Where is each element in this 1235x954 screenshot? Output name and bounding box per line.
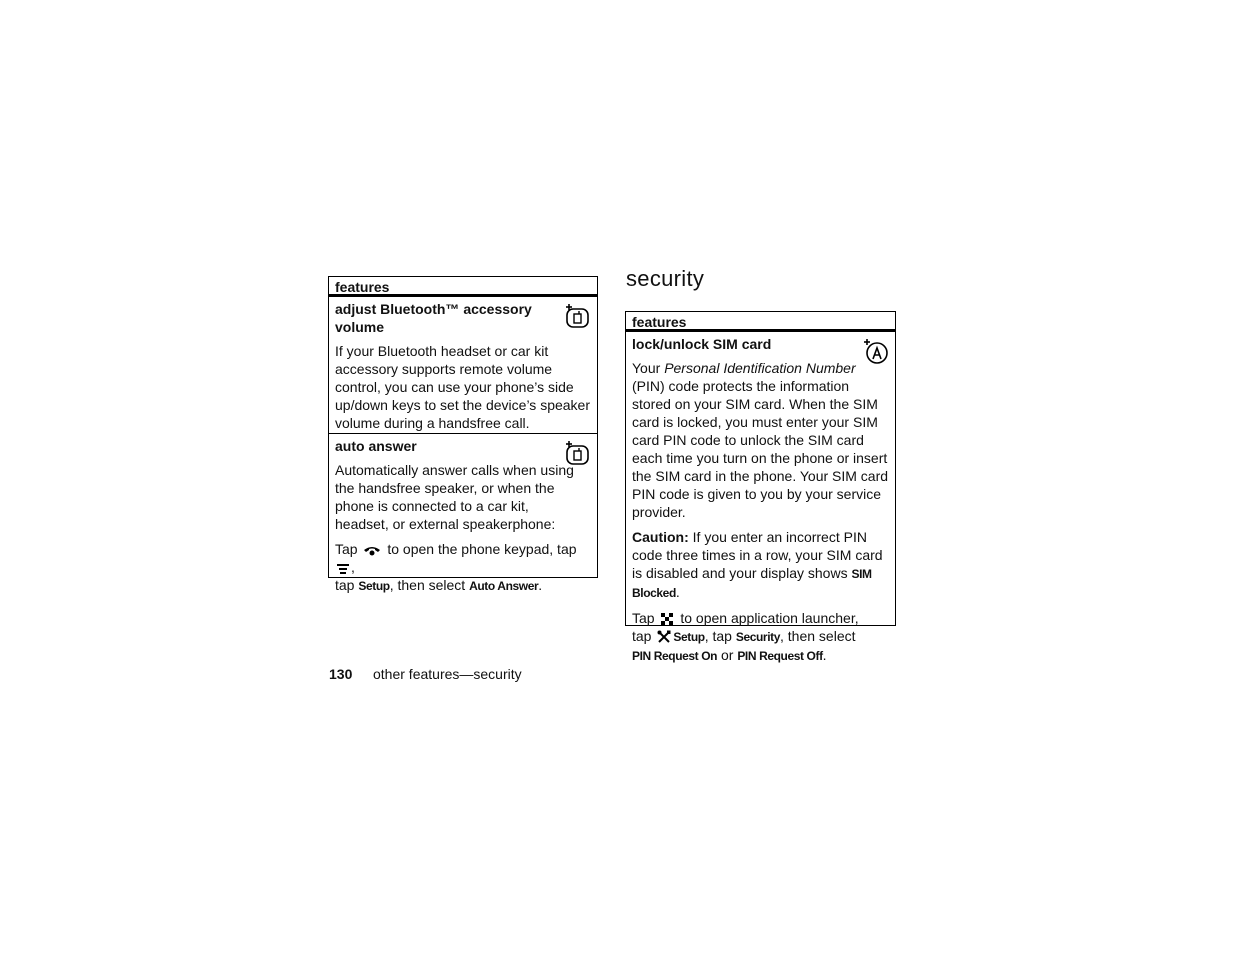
text: (PIN) code protects the information stored on your SIM card. When the SIM card is locked, you must enter your SIM card PIN code to unlock the SIM card each time you turn on the phone or insert the SIM card in the phone. Your SIM card PIN code is given to you by your service provider.: [632, 378, 889, 520]
running-footer: other features—security: [373, 666, 522, 682]
feature-description: [632, 359, 889, 521]
table-header: features: [329, 277, 597, 297]
text: , tap: [704, 628, 736, 644]
text: Tap: [632, 610, 659, 626]
feature-description: If your Bluetooth headset or car kit accessory supports remote volume control, you can use your phone’s side up/down keys to set the device’s speaker volume during a handsfree call.: [335, 343, 591, 431]
table-header: features: [626, 312, 895, 332]
emphasis-text: Personal Identification Number: [664, 360, 856, 376]
instruction: [632, 609, 889, 665]
text: or: [717, 647, 738, 663]
auto-answer-key-label: Auto Answer: [469, 579, 539, 593]
setup-key-label: Setup: [673, 630, 705, 644]
handsfree-feature-icon: [565, 303, 591, 329]
text: If you enter an incorrect PIN code three times in a row, your SIM card is disabled and your display shows: [632, 529, 883, 581]
text: tap: [632, 628, 656, 644]
feature-row-bluetooth-volume: [329, 297, 597, 433]
features-table-right: [625, 311, 896, 663]
handsfree-feature-icon: [565, 440, 591, 466]
page-number: 130: [329, 666, 353, 682]
features-table-left: [328, 276, 598, 593]
setup-tools-icon: [657, 630, 671, 644]
text: .: [675, 584, 680, 600]
text: , then select: [389, 577, 470, 593]
text: to open application launcher,: [676, 610, 859, 626]
text: Your: [632, 360, 665, 376]
text: ,: [351, 559, 355, 575]
text: .: [822, 647, 827, 663]
caution-note: [632, 528, 889, 602]
text: .: [538, 577, 543, 593]
menu-icon: [337, 563, 349, 575]
feature-title: adjust Bluetooth™ accessory volume: [335, 301, 532, 335]
feature-title: auto answer: [335, 438, 417, 454]
text: to open the phone keypad, tap: [383, 541, 577, 557]
feature-row-lock-sim: [626, 332, 895, 663]
text: , then select: [780, 628, 856, 644]
caution-label: Caution:: [632, 529, 689, 545]
security-key-label: Security: [735, 630, 780, 644]
pin-request-on-label: PIN Request On: [632, 649, 718, 663]
feature-title: lock/unlock SIM card: [632, 336, 772, 352]
instruction: [335, 540, 591, 595]
feature-row-auto-answer: [329, 433, 597, 593]
setup-key-label: Setup: [358, 579, 390, 593]
phone-handset-icon: [363, 545, 381, 557]
text: Tap: [335, 541, 362, 557]
network-feature-icon: [863, 338, 889, 364]
pin-request-off-label: PIN Request Off: [737, 649, 823, 663]
app-launcher-icon: [660, 612, 674, 626]
text: tap: [335, 577, 359, 593]
feature-description: Automatically answer calls when using the handsfree speaker, or when the phone is connected to a car kit, headset, or external speakerphone:: [335, 462, 574, 532]
section-title: security: [626, 266, 705, 291]
sim-blocked-label: SIM Blocked: [632, 567, 872, 600]
